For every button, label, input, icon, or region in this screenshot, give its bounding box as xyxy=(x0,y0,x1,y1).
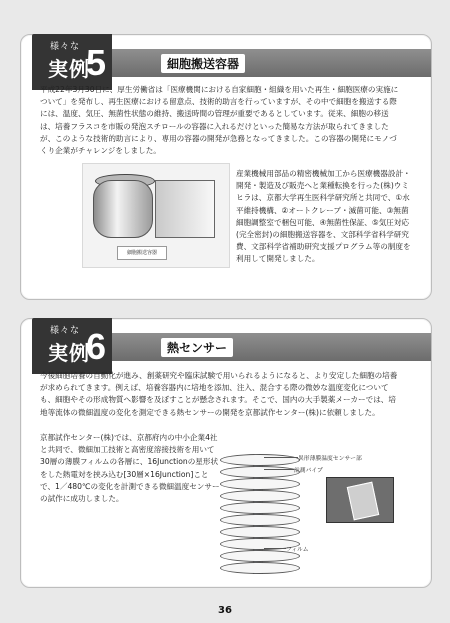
container-card-label: 細胞搬送容器 xyxy=(117,246,167,260)
pipe-label: 計測パイプ xyxy=(294,468,323,474)
example-5-badge-top: 様々な xyxy=(50,42,81,52)
sensor-label: 異形薄膜温度センサー部 xyxy=(298,456,362,462)
film-label: フィルム xyxy=(286,547,309,553)
sensor-chip-icon xyxy=(347,482,380,521)
example-6-badge-label: 実例 xyxy=(48,341,90,365)
page-number: 36 xyxy=(218,605,232,616)
example-6-intro: 今後細胞培養の自動化が進み、創薬研究や臨床試験で用いられるようになると、より安定した細胞の培養が求められてきます。例えば、培養容器内に培地を添加、注入、混合する際の微妙な温度変化についても、細胞やその形成物質へ影響を及ぼすことが懸念されます。そこで、国内の大手製薬メーカーでは、培地等流体の微細温度の変化を測定できる熱センサーの開発を京都試作センター(株)に依頼しました。 xyxy=(40,371,398,417)
example-5-badge-label: 実例 xyxy=(48,57,90,81)
pipe-leader-line xyxy=(264,469,294,470)
film-layer-icon xyxy=(220,478,300,490)
thermal-sensor-photo xyxy=(326,477,394,523)
film-layer-icon xyxy=(220,562,300,574)
film-layer-icon xyxy=(220,514,300,526)
cell-transport-container-photo xyxy=(82,163,230,268)
film-layer-icon xyxy=(220,454,300,466)
example-6-badge xyxy=(32,318,112,374)
container-cylinder-icon xyxy=(93,180,153,238)
example-6-badge-number: 6 xyxy=(86,326,107,367)
example-5-details: 産業機械用部品の精密機械加工から医療機器設計・開発・製造及び販売へと業種転換を行った(株)ウミヒラは、京都大学再生医科学研究所と共同で、①水平維持機構、②オートクレーブ・滅菌可能、③無菌細胞調整室で梱包可能、④無菌性保証、⑤気圧対応(完全密封)の細胞搬送容器を、文部科学省科学研究費、文部科学省補助研究支援プログラム等の制度を利用して開発しました。 xyxy=(236,169,411,264)
film-layer-icon xyxy=(220,526,300,538)
example-6-title: 熱センサー xyxy=(161,338,233,357)
container-box-icon xyxy=(155,180,215,238)
example-5-title: 細胞搬送容器 xyxy=(161,54,245,73)
film-layer-icon xyxy=(220,490,300,502)
example-5-badge xyxy=(32,34,112,90)
sensor-leader-line xyxy=(264,457,298,458)
film-layer-icon xyxy=(220,502,300,514)
film-layer-icon xyxy=(220,466,300,478)
example-5-badge-number: 5 xyxy=(86,42,107,83)
example-5-intro: 平成22年3月30日に、厚生労働省は「医療機関における自家細胞・組織を用いた再生・細胞医療の実施について」を発布し、再生医療における留意点、技術的助言を行っていますが、その中で細胞を搬送する際には、温度、気圧、無菌性状態の維持、搬送時間の管理が重要であるとしています。従来、細胞の移送は、培養フラスコを市販の発泡スチロールの容器に入れるだけといった簡易な方法が取られてきましたが、このような技術的助言により、専用の容器の開発が急務となってきました。この容器の開発にモノづくり企業がチャレンジをしました。 xyxy=(40,85,399,156)
example-6-badge-top: 様々な xyxy=(50,326,81,336)
example-6-details: 京都試作センター(株)では、京都府内の中小企業4社と共同で、微細加工技術と高密度溶接技術を用いて30層の薄膜フィルムの各層に、16Junctionの星形状をした熱電対を挟み込む[30層×16Junction]ことで、1／480℃の変化を計測できる微細温度センサーの試作に成功しました。 xyxy=(40,433,220,504)
film-leader-line xyxy=(264,548,286,549)
